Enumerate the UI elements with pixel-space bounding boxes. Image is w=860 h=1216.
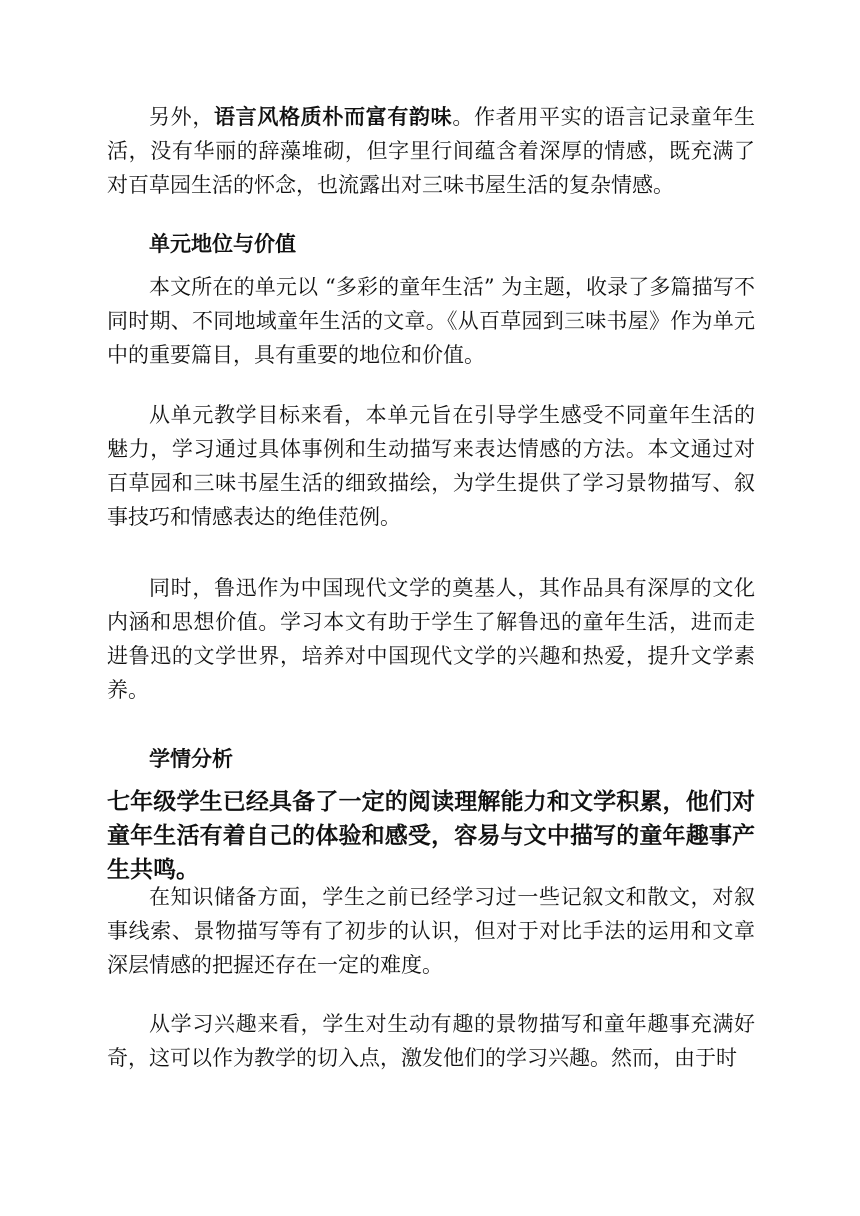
paragraph-language-style-rest: 。作者用平实的语言记录童年生活，没有华丽的辞藻堆砌，但字里行间蕴含着深厚的情感，既充满了对百草园生活的怀念，也流露出对三味书屋生活的复杂情感。 — [107, 105, 756, 197]
paragraph-language-style-prefix: 另外， — [149, 105, 214, 129]
paragraph-unit-theme: 本文所在的单元以 “多彩的童年生活” 为主题，收录了多篇描写不同时期、不同地域童年生活的文章。《从百草园到三味书屋》作为单元中的重要篇目，具有重要的地位和价值。 — [107, 275, 755, 367]
heading-unit-position: 单元地位与价值 — [149, 231, 296, 256]
paragraph-knowledge-base: 在知识储备方面，学生之前已经学习过一些记叙文和散文，对叙事线索、景物描写等有了初步的认识，但对于对比手法的运用和文章深层情感的把握还存在一定的难度。 — [107, 885, 755, 977]
paragraph-luxun-value: 同时，鲁迅作为中国现代文学的奠基人，其作品具有深厚的文化内涵和思想价值。学习本文有助于学生了解鲁迅的童年生活，进而走进鲁迅的文学世界，培养对中国现代文学的兴趣和热爱，提升文学素养。 — [107, 576, 755, 702]
paragraph-language-style-emphasis: 语言风格质朴而富有韵味 — [214, 104, 453, 129]
paragraph-learning-interest: 从学习兴趣来看，学生对生动有趣的景物描写和童年趣事充满好奇，这可以作为教学的切入点，激发他们的学习兴趣。然而，由于时 — [107, 1012, 755, 1070]
paragraph-language-style — [107, 100, 755, 202]
heading-learner-analysis: 学情分析 — [149, 746, 233, 771]
paragraph-unit-goals: 从单元教学目标来看，本单元旨在引导学生感受不同童年生活的魅力，学习通过具体事例和生动描写来表达情感的方法。本文通过对百草园和三味书屋生活的细致描绘，为学生提供了学习景物描写、叙事技巧和情感表达的绝佳范例。 — [107, 403, 755, 529]
paragraph-learner-summary: 七年级学生已经具备了一定的阅读理解能力和文学积累，他们对童年生活有着自己的体验和感受，容易与文中描写的童年趣事产生共鸣。 — [107, 788, 755, 883]
